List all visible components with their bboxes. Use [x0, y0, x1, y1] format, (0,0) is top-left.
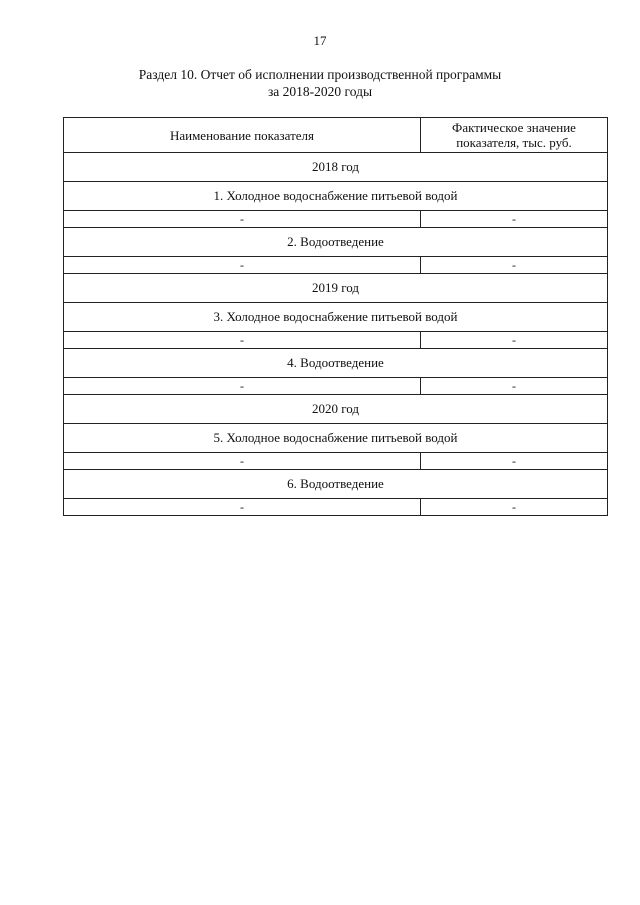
group-label: 6. Водоотведение	[64, 470, 608, 499]
actual-value: -	[421, 211, 608, 228]
actual-value: -	[421, 332, 608, 349]
table-row	[64, 453, 608, 470]
table-row	[64, 211, 608, 228]
table-row	[64, 332, 608, 349]
column-header-actual-value: Фактическое значение показателя, тыс. руб.	[421, 118, 608, 153]
group-label: 4. Водоотведение	[64, 349, 608, 378]
actual-value: -	[421, 453, 608, 470]
section-title	[0, 66, 640, 100]
indicator-value: -	[64, 211, 421, 228]
report-table-body	[64, 118, 608, 516]
actual-value: -	[421, 499, 608, 516]
indicator-value: -	[64, 499, 421, 516]
year-label: 2018 год	[64, 153, 608, 182]
group-label: 2. Водоотведение	[64, 228, 608, 257]
table-header-row	[64, 118, 608, 153]
group-label: 1. Холодное водоснабжение питьевой водой	[64, 182, 608, 211]
group-row	[64, 349, 608, 378]
page-number: 17	[313, 33, 327, 48]
group-row	[64, 470, 608, 499]
column-header-indicator: Наименование показателя	[64, 118, 421, 153]
indicator-value: -	[64, 257, 421, 274]
actual-value: -	[421, 257, 608, 274]
table-row	[64, 257, 608, 274]
indicator-value: -	[64, 453, 421, 470]
section-title-line-2: за 2018-2020 годы	[267, 84, 373, 99]
group-row	[64, 303, 608, 332]
year-row	[64, 395, 608, 424]
year-row	[64, 153, 608, 182]
indicator-value: -	[64, 332, 421, 349]
group-row	[64, 424, 608, 453]
year-label: 2019 год	[64, 274, 608, 303]
table-row	[64, 499, 608, 516]
actual-value: -	[421, 378, 608, 395]
group-label: 3. Холодное водоснабжение питьевой водой	[64, 303, 608, 332]
section-title-line-1: Раздел 10. Отчет об исполнении производственной программы	[138, 67, 502, 82]
table-row	[64, 378, 608, 395]
group-row	[64, 182, 608, 211]
year-label: 2020 год	[64, 395, 608, 424]
indicator-value: -	[64, 378, 421, 395]
group-row	[64, 228, 608, 257]
report-table	[63, 117, 608, 516]
year-row	[64, 274, 608, 303]
group-label: 5. Холодное водоснабжение питьевой водой	[64, 424, 608, 453]
